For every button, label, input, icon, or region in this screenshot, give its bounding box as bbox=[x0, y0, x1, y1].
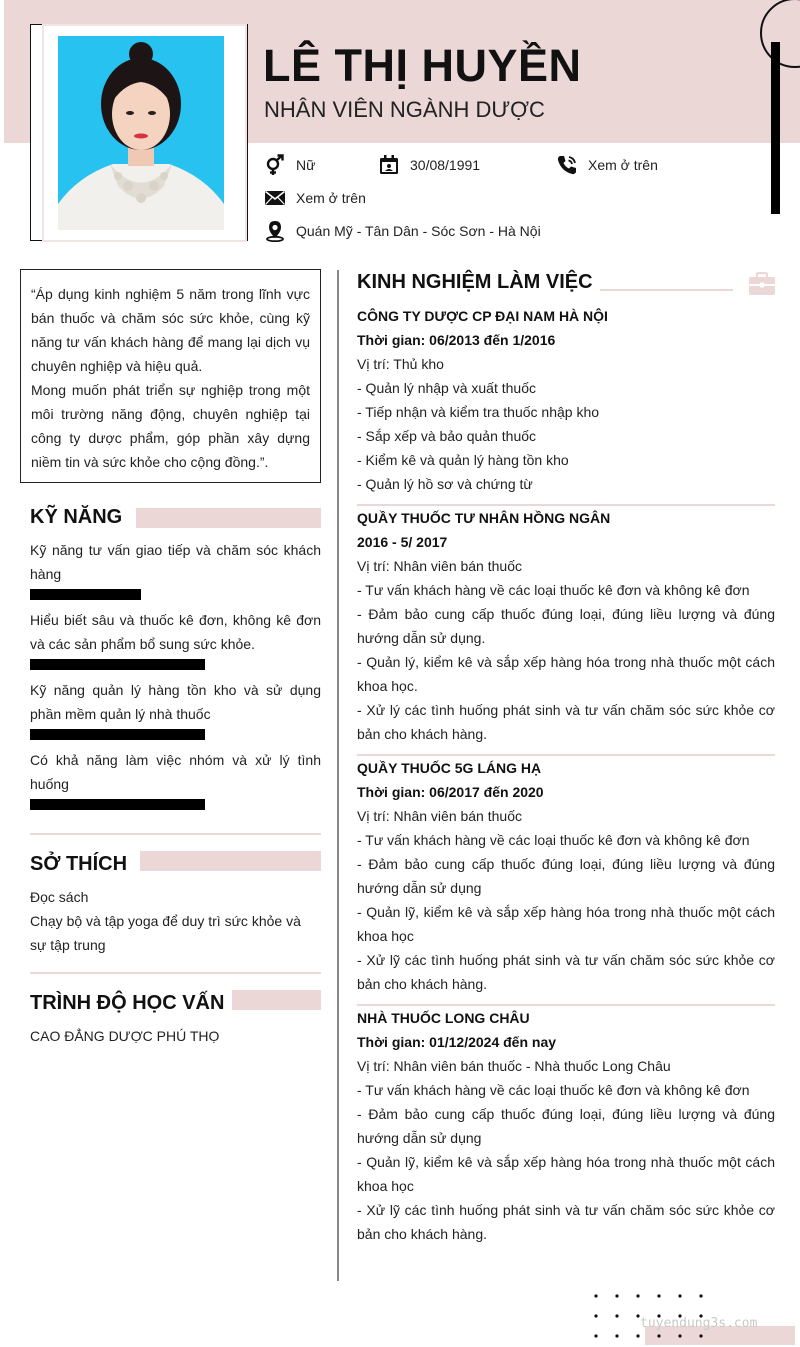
job-company: QUẦY THUỐC 5G LÁNG HẠ bbox=[357, 760, 542, 776]
phone-value: Xem ở trên bbox=[588, 157, 658, 173]
skill-level-bar bbox=[30, 589, 141, 600]
education-title: TRÌNH ĐỘ HỌC VẤN bbox=[30, 992, 225, 1014]
job-company: QUẦY THUỐC TƯ NHÂN HỒNG NGÂN bbox=[357, 510, 611, 526]
skill-level-bar bbox=[30, 799, 205, 810]
job-duty: - Quản lỹ, kiểm kê và sắp xếp hàng hóa trong nhà thuốc một cách khoa học bbox=[357, 904, 775, 944]
phone-icon bbox=[556, 154, 578, 176]
column-divider bbox=[337, 270, 339, 1281]
objective-paragraph-1: “Áp dụng kinh nghiệm 5 năm trong lĩnh vực bán thuốc và chăm sóc sức khỏe, cùng kỹ năng tư vấn khách hàng để mang lại dịch vụ chuyên nghiệp và hiệu quả. bbox=[31, 286, 310, 374]
candidate-position: NHÂN VIÊN NGÀNH DƯỢC bbox=[264, 97, 545, 122]
decorative-vertical-bar bbox=[771, 42, 780, 214]
job-duty: - Quản lý hồ sơ và chứng từ bbox=[357, 476, 533, 492]
skill-label: Hiểu biết sâu và thuốc kê đơn, không kê đơn và các sản phẩm bổ sung sức khỏe. bbox=[30, 612, 321, 652]
job-duty: - Đảm bảo cung cấp thuốc đúng loại, đúng liều lượng và đúng hướng dẫn sử dụng bbox=[357, 1106, 775, 1146]
briefcase-icon bbox=[748, 272, 776, 296]
candidate-name: LÊ THỊ HUYỀN bbox=[263, 40, 582, 91]
skill-level-bar bbox=[30, 659, 205, 670]
objective-paragraph-2: Mong muốn phát triển sự nghiệp trong một môi trường năng động, chuyên nghiệp tại công ty dược phẩm, góp phần xây dựng niềm tin và sức khỏe cho cộng đồng.”. bbox=[31, 382, 310, 470]
experience-title: KINH NGHIỆM LÀM VIỆC bbox=[357, 271, 593, 293]
contact-address bbox=[264, 220, 541, 242]
hobby-item: Chạy bộ và tập yoga để duy trì sức khỏe và sự tập trung bbox=[30, 913, 301, 953]
job-company: NHÀ THUỐC LONG CHÂU bbox=[357, 1010, 530, 1026]
envelope-icon bbox=[264, 187, 286, 209]
email-value: Xem ở trên bbox=[296, 190, 366, 206]
job-entry bbox=[357, 1006, 775, 1246]
education-school: CAO ĐẲNG DƯỢC PHÚ THỌ bbox=[30, 1028, 220, 1044]
birthday-value: 30/08/1991 bbox=[410, 157, 481, 173]
job-duty: - Tư vấn khách hàng về các loại thuốc kê đơn và không kê đơn bbox=[357, 1082, 750, 1098]
job-duty: - Kiểm kê và quản lý hàng tồn kho bbox=[357, 452, 569, 468]
address-value: Quán Mỹ - Tân Dân - Sóc Sơn - Hà Nội bbox=[296, 223, 541, 239]
job-duty: - Tư vấn khách hàng về các loại thuốc kê đơn và không kê đơn bbox=[357, 582, 750, 598]
location-pin-icon bbox=[264, 220, 286, 242]
job-entry bbox=[357, 304, 775, 496]
profile-photo bbox=[58, 36, 224, 230]
education-title-accent bbox=[232, 990, 321, 1010]
gender-value: Nữ bbox=[296, 157, 316, 173]
job-period: Thời gian: 06/2017 đến 2020 bbox=[357, 784, 544, 800]
job-role: Vị trí: Thủ kho bbox=[357, 356, 444, 372]
section-divider bbox=[30, 833, 321, 835]
contact-email bbox=[264, 187, 366, 209]
job-duty: - Sắp xếp và bảo quản thuốc bbox=[357, 428, 537, 444]
job-period: Thời gian: 06/2013 đến 1/2016 bbox=[357, 332, 556, 348]
job-duty: - Xử lỹ các tình huống phát sinh và tư vấn chăm sóc sức khỏe cơ bản cho khách hàng. bbox=[357, 1202, 775, 1242]
job-duty: - Quản lý, kiểm kê và sắp xếp hàng hóa trong nhà thuốc một cách khoa học. bbox=[357, 654, 775, 694]
job-role: Vị trí: Nhân viên bán thuốc bbox=[357, 558, 522, 574]
job-entry bbox=[357, 756, 775, 996]
job-duty: - Xử lý các tình huống phát sinh và tư vấn chăm sóc sức khỏe cơ bản cho khách hàng. bbox=[357, 702, 775, 742]
job-company: CÔNG TY DƯỢC CP ĐẠI NAM HÀ NỘI bbox=[357, 308, 608, 324]
portrait-illustration bbox=[58, 36, 224, 230]
job-duty: - Đảm bảo cung cấp thuốc đúng loại, đúng liều lượng và đúng hướng dẫn sử dụng. bbox=[357, 606, 775, 646]
job-period: Thời gian: 01/12/2024 đến nay bbox=[357, 1034, 557, 1050]
job-role: Vị trí: Nhân viên bán thuốc bbox=[357, 808, 522, 824]
job-role: Vị trí: Nhân viên bán thuốc - Nhà thuốc Long Châu bbox=[357, 1058, 671, 1074]
job-duty: - Đảm bảo cung cấp thuốc đúng loại, đúng liều lượng và đúng hướng dẫn sử dụng bbox=[357, 856, 775, 896]
skill-label: Có khả năng làm việc nhóm và xử lý tình huống bbox=[30, 752, 321, 792]
hobby-item: Đọc sách bbox=[30, 889, 89, 905]
job-duty: - Xử lỹ các tình huống phát sinh và tư vấn chăm sóc sức khỏe cơ bản cho khách hàng. bbox=[357, 952, 775, 992]
skill-label: Kỹ năng tư vấn giao tiếp và chăm sóc khách hàng bbox=[30, 542, 321, 582]
skills-title-accent bbox=[136, 508, 321, 528]
job-period: 2016 - 5/ 2017 bbox=[357, 534, 448, 550]
hobbies-title-accent bbox=[140, 851, 321, 871]
section-divider bbox=[30, 972, 321, 974]
skills-title: KỸ NĂNG bbox=[30, 506, 123, 528]
skill-label: Kỹ năng quản lý hàng tồn kho và sử dụng phần mềm quản lý nhà thuốc bbox=[30, 682, 321, 722]
gender-icon bbox=[264, 154, 286, 176]
contact-phone bbox=[556, 154, 658, 176]
contact-birthday bbox=[378, 154, 480, 176]
calendar-icon bbox=[378, 154, 400, 176]
experience-title-line bbox=[600, 289, 733, 291]
skill-level-bar bbox=[30, 729, 205, 740]
career-objective bbox=[20, 269, 321, 483]
job-entry bbox=[357, 506, 775, 746]
job-duty: - Quản lỹ, kiểm kê và sắp xếp hàng hóa trong nhà thuốc một cách khoa học bbox=[357, 1154, 775, 1194]
job-duty: - Tiếp nhận và kiểm tra thuốc nhập kho bbox=[357, 404, 600, 420]
job-duty: - Tư vấn khách hàng về các loại thuốc kê đơn và không kê đơn bbox=[357, 832, 750, 848]
job-duty: - Quản lý nhập và xuất thuốc bbox=[357, 380, 536, 396]
watermark: tuyendung3s.com bbox=[640, 1316, 758, 1331]
contact-gender bbox=[264, 154, 315, 176]
hobbies-title: SỞ THÍCH bbox=[30, 853, 128, 875]
